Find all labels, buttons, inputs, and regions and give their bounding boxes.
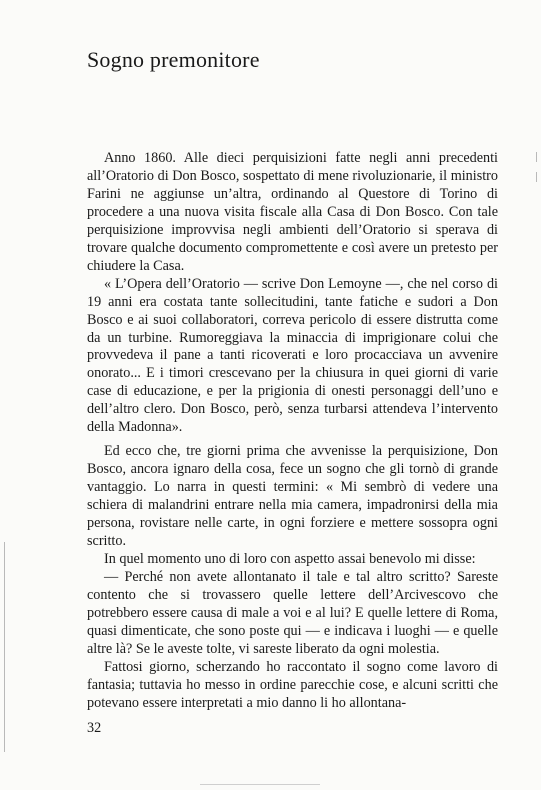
page-title: Sogno premonitore bbox=[87, 47, 260, 72]
paragraph-5: — Perché non avete allontanato il tale e tal altro scritto? Sareste contento che si trovassero quelle lettere dell’Arcivescovo che potrebbero essere causa di male a voi e al lui? E quelle lettere di Roma, quasi dimenticate, che sono poste qui — e indicava i luoghi — e quelle altre là? Se le aveste tolte, vi sareste liberato da ogni molestia. bbox=[87, 568, 498, 657]
paragraph-4: In quel momento uno di loro con aspetto assai benevolo mi disse: bbox=[104, 550, 476, 567]
left-edge-mark bbox=[4, 542, 5, 752]
paragraph-2: « L’Opera dell’Oratorio — scrive Don Lemoyne —, che nel corso di 19 anni era costata tante sollecitudini, tante fatiche e sudori a Don Bosco e ai suoi collaboratori, correva pericolo di essere distrutta come da un turbine. Rumoreggiava la minaccia di imprigionare colui che provvedeva il pane a tanti ricoverati e loro procacciava un avvenire onorato... E i timori crescevano per la chiusura in quei giorni di varie case di educazione, e per la prigionia di onesti personaggi dell’uno e dell’altro clero. Don Bosco, però, senza turbarsi attendeva l’intervento della Madonna». bbox=[87, 275, 498, 436]
paragraph-1: Anno 1860. Alle dieci perquisizioni fatte negli anni precedenti all’Oratorio di Don Bosco, sospettato di mene rivoluzionarie, il ministro Farini ne aggiunse un’altra, ordinando al Questore di Torino di procedere a una nuova visita fiscale alla Casa di Don Bosco. Con tale perquisizione improvvisa negli ambienti dell’Oratorio si sperava di trovare qualche documento compromettente e così avere un pretesto per chiudere la Casa. bbox=[87, 150, 498, 274]
body-text bbox=[87, 150, 498, 713]
bottom-edge-line bbox=[200, 784, 320, 785]
right-edge-mark-1 bbox=[536, 152, 537, 162]
right-edge-mark-2 bbox=[536, 172, 537, 182]
paragraph-6: Fattosi giorno, scherzando ho raccontato il sogno come lavoro di fantasia; tuttavia ho messo in ordine parecchie cose, e alcuni scritti che potevano essere interpretati a mio danno li ho allontana- bbox=[87, 658, 498, 711]
page-number: 32 bbox=[87, 720, 102, 736]
paragraph-3: Ed ecco che, tre giorni prima che avvenisse la perquisizione, Don Bosco, ancora ignaro della cosa, fece un sogno che gli tornò di grande vantaggio. Lo narra in questi termini: « Mi sembrò di vedere una schiera di malandrini entrare nella mia camera, impadronirsi della mia persona, rovistare nelle carte, in ogni forziere e mettere sossopra ogni scritto. bbox=[87, 443, 498, 550]
